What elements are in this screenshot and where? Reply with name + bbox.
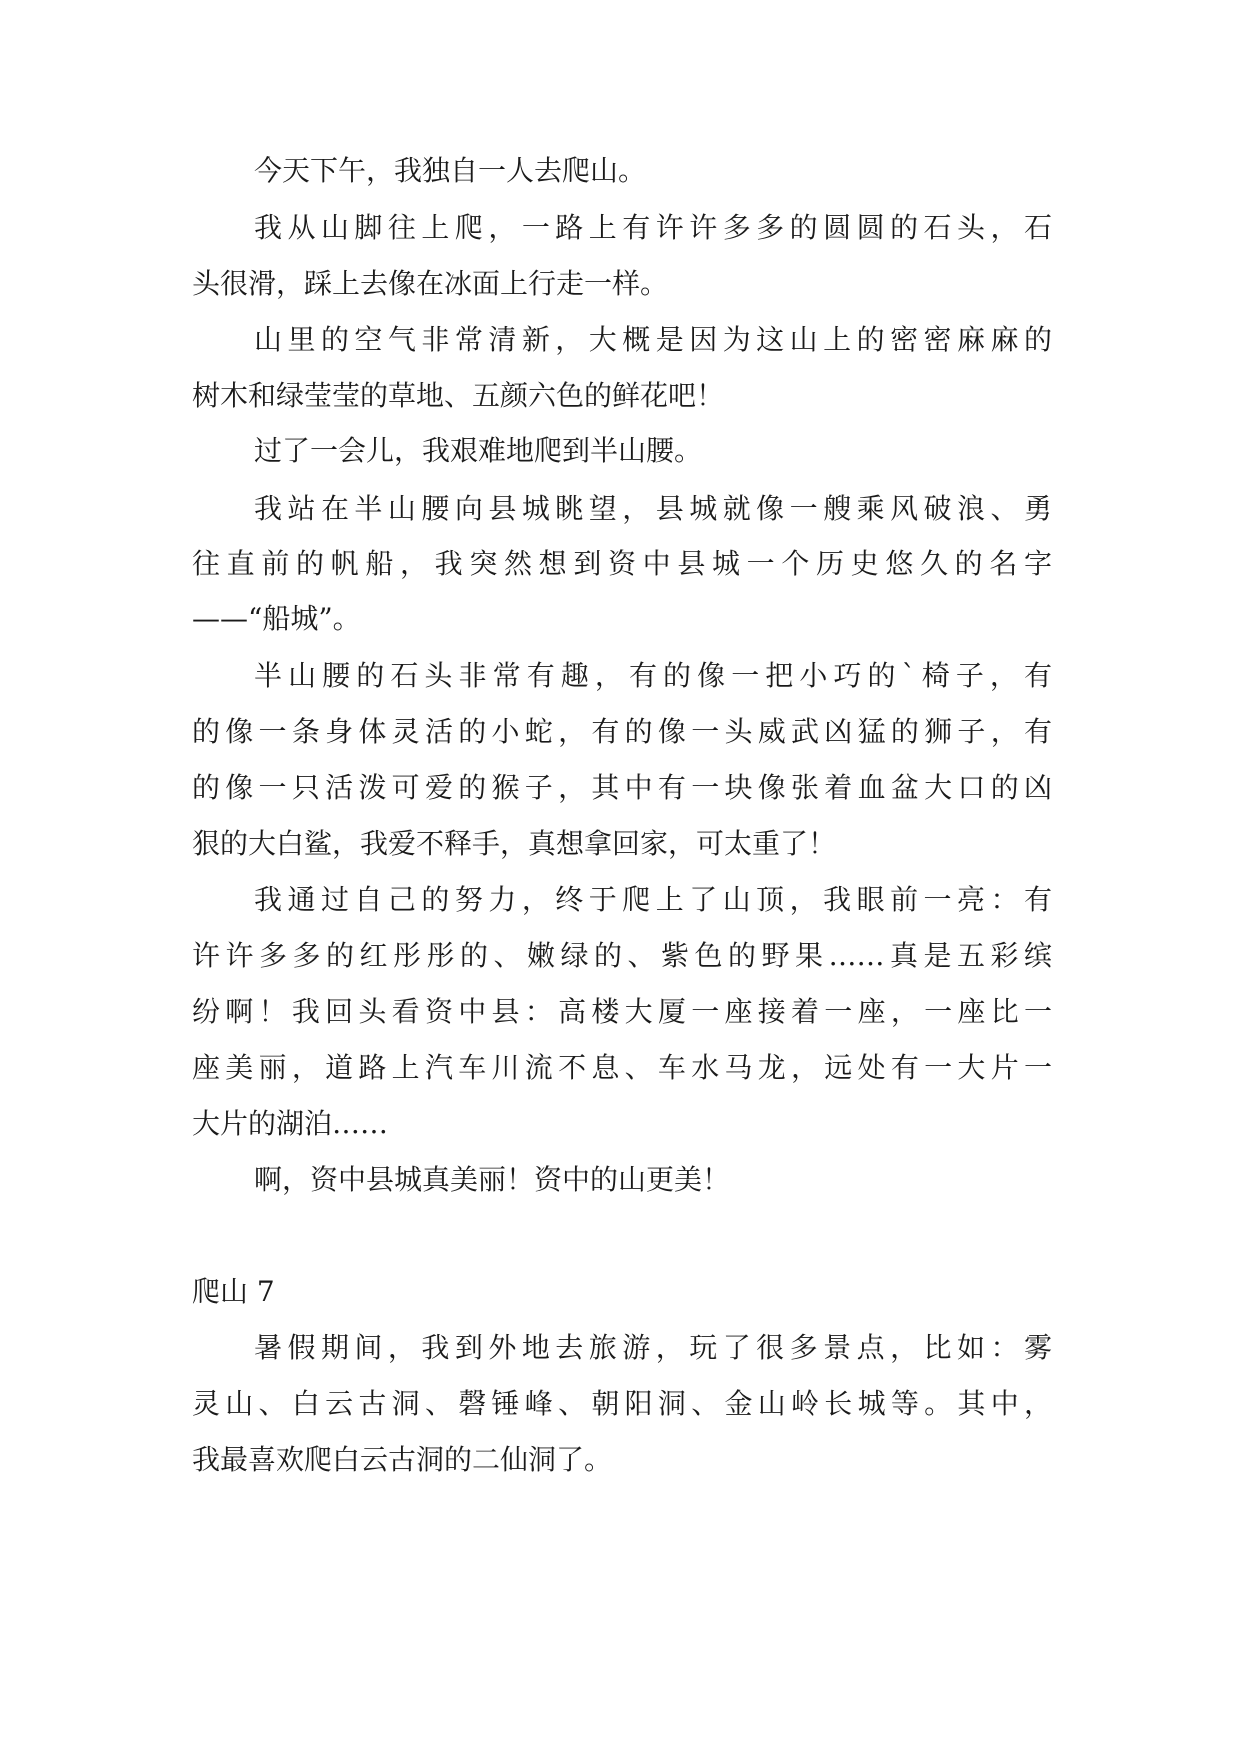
- paragraph-line: 树木和绿莹莹的草地、五颜六色的鲜花吧！: [192, 379, 725, 412]
- paragraph-line: 暑假期间，我到外地去旅游，玩了很多景点，比如：雾: [254, 1331, 1052, 1364]
- section-title: 爬山 7: [192, 1275, 275, 1308]
- paragraph-line: 灵山、白云古洞、磬锤峰、朝阳洞、金山岭长城等。其中，: [192, 1387, 1052, 1420]
- paragraph-line: 过了一会儿，我艰难地爬到半山腰。: [254, 434, 703, 467]
- paragraph-line: 我站在半山腰向县城眺望，县城就像一艘乘风破浪、勇: [254, 492, 1052, 525]
- paragraph-line: 的像一条身体灵活的小蛇，有的像一头威武凶猛的狮子，有: [192, 715, 1052, 748]
- paragraph-line: 我从山脚往上爬，一路上有许许多多的圆圆的石头，石: [254, 211, 1052, 244]
- paragraph-line: 头很滑，踩上去像在冰面上行走一样。: [192, 267, 669, 300]
- paragraph-line: 大片的湖泊……: [192, 1107, 389, 1140]
- paragraph-line: 半山腰的石头非常有趣，有的像一把小巧的`椅子，有: [254, 659, 1052, 692]
- paragraph-line: 山里的空气非常清新，大概是因为这山上的密密麻麻的: [254, 323, 1052, 356]
- paragraph-line: 的像一只活泼可爱的猴子，其中有一块像张着血盆大口的凶: [192, 771, 1052, 804]
- paragraph-line: 啊，资中县城真美丽！资中的山更美！: [254, 1163, 731, 1196]
- paragraph-line: 座美丽，道路上汽车川流不息、车水马龙，远处有一大片一: [192, 1051, 1052, 1084]
- paragraph-line: 许许多多的红彤彤的、嫩绿的、紫色的野果……真是五彩缤: [192, 939, 1052, 972]
- paragraph-line: 今天下午，我独自一人去爬山。: [254, 154, 647, 187]
- paragraph-line: 我通过自己的努力，终于爬上了山顶，我眼前一亮：有: [254, 883, 1052, 916]
- paragraph-line: 狠的大白鲨，我爱不释手，真想拿回家，可太重了！: [192, 827, 837, 860]
- paragraph-line: 纷啊！我回头看资中县：高楼大厦一座接着一座，一座比一: [192, 995, 1052, 1028]
- paragraph-line: 往直前的帆船，我突然想到资中县城一个历史悠久的名字: [192, 547, 1052, 580]
- paragraph-line: 我最喜欢爬白云古洞的二仙洞了。: [192, 1443, 613, 1476]
- paragraph-line: ——“船城”。: [192, 602, 361, 635]
